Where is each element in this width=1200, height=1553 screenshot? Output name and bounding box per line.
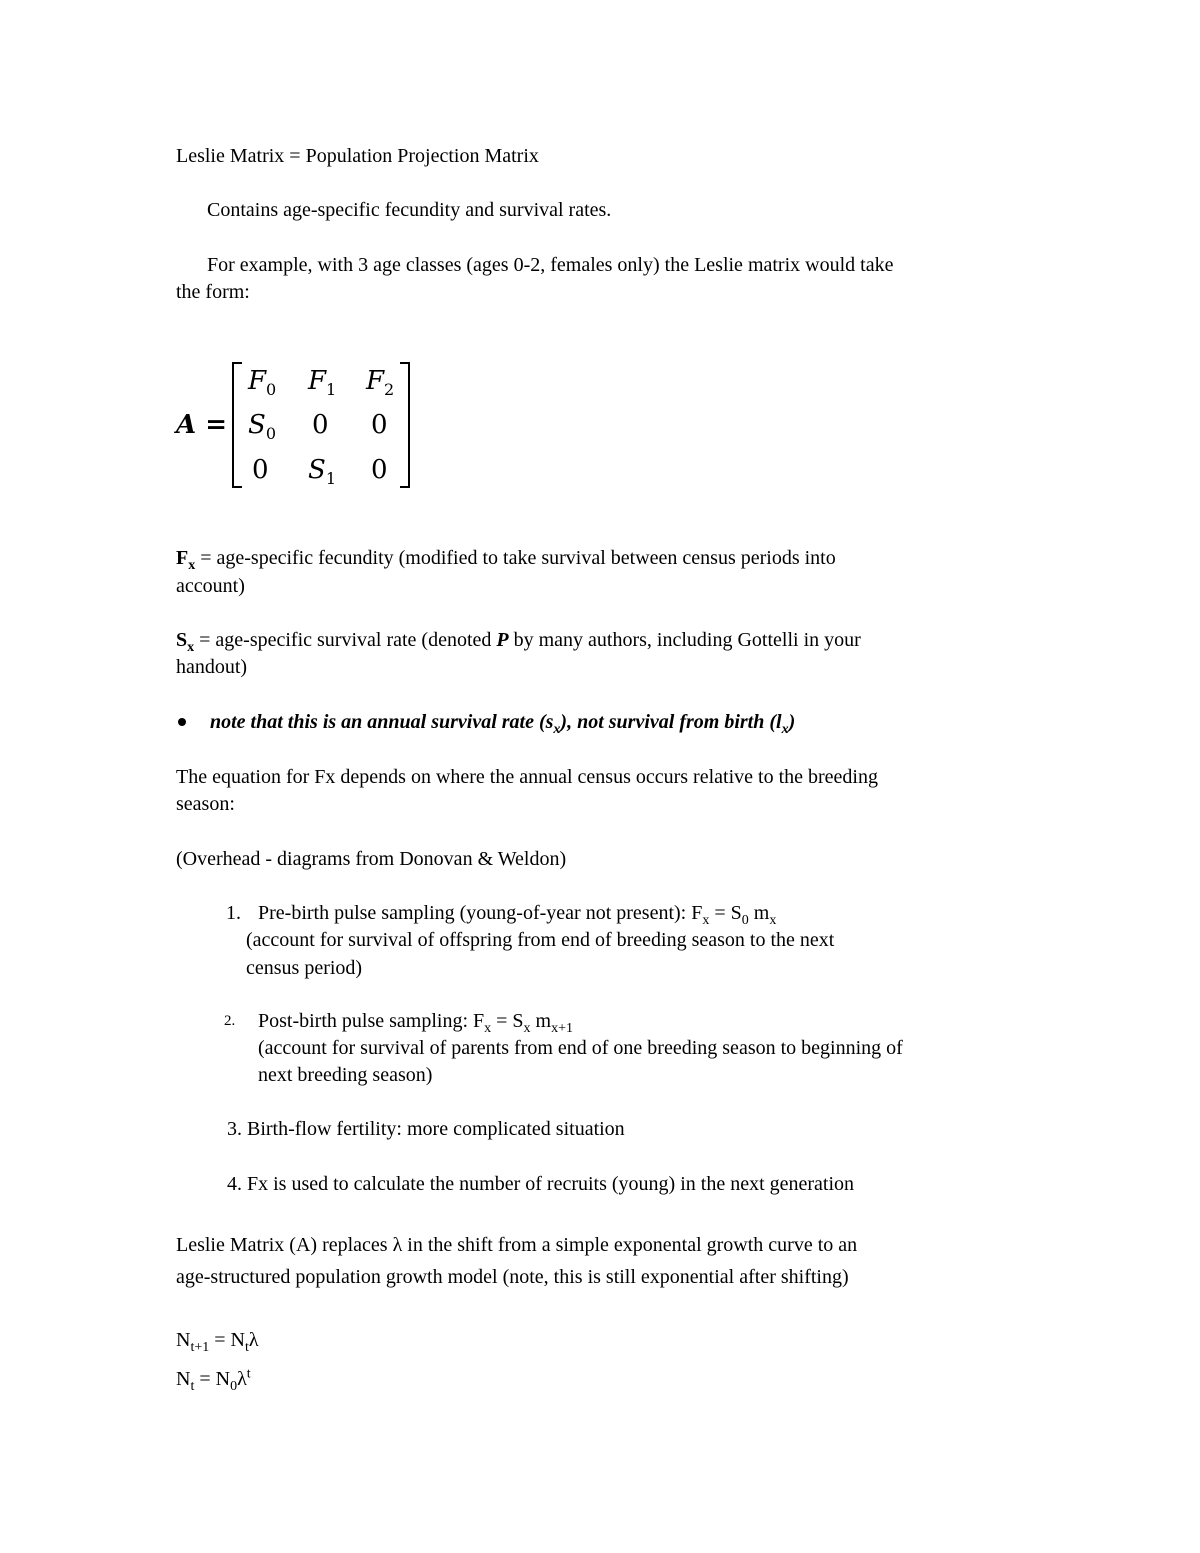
matrix-cell-r0c2: $F_2$ <box>366 366 395 400</box>
annual-survival-note: note that this is an annual survival rate $(s_x)$, not survival from birth $(l_x)$ <box>210 711 796 737</box>
matrix-lhs: A = <box>176 410 228 440</box>
page-heading: Leslie Matrix = Population Projection Matrix <box>176 145 539 167</box>
list-item-pre-birth-detail-cont: census period) <box>246 957 363 979</box>
list-item-post-birth: Post-birth pulse sampling: $F_x = S_x$ $m_{x+1}$ <box>258 1010 573 1036</box>
bullet-icon <box>178 718 186 726</box>
equation-intro-cont: season: <box>176 793 235 815</box>
overhead-note: (Overhead - diagrams from Donovan & Weldon) <box>176 848 567 870</box>
matrix-cell-r0c1: $F_1$ <box>308 366 337 400</box>
fx-definition: $F_x$ = age-specific fecundity (modified to take survival between census periods into <box>176 547 836 573</box>
matrix-cell-r2c0: 0 <box>252 455 269 485</box>
intro-line-1: Contains age-specific fecundity and survival rates. <box>207 199 612 221</box>
leslie-replaces-lambda-cont: age-structured population growth model (note, this is still exponential after shifting) <box>176 1266 849 1288</box>
matrix-cell-r1c2: 0 <box>371 410 388 440</box>
list-item-number: 1. <box>226 902 241 924</box>
list-item-post-birth-detail: (account for survival of parents from end of one breeding season to beginning of <box>258 1037 903 1059</box>
matrix-cell-r2c1: $S_1$ <box>308 455 336 489</box>
list-item-number: 2. <box>224 1013 236 1029</box>
matrix-cell-r1c1: 0 <box>312 410 329 440</box>
list-item-pre-birth-detail: (account for survival of offspring from end of breeding season to the next <box>246 929 835 951</box>
matrix-cell-r2c2: 0 <box>371 455 388 485</box>
list-item-post-birth-detail-cont: next breeding season) <box>258 1064 433 1086</box>
equation-intro: The equation for Fx depends on where the annual census occurs relative to the breeding <box>176 766 878 788</box>
matrix-right-bracket <box>400 362 410 488</box>
sx-definition-cont: handout) <box>176 656 248 678</box>
leslie-replaces-lambda: Leslie Matrix (A) replaces λ in the shift from a simple exponental growth curve to an <box>176 1234 858 1256</box>
matrix-cell-r0c0: $F_0$ <box>248 366 277 400</box>
equation-general: $N_t = N_0\lambda^t$ <box>176 1366 251 1394</box>
fx-definition-cont: account) <box>176 575 245 597</box>
matrix-cell-r1c0: $S_0$ <box>248 410 276 444</box>
equation-next-step: $N_{t+1} = N_t\lambda$ <box>176 1329 259 1355</box>
list-item-recruits: 4. Fx is used to calculate the number of recruits (young) in the next generation <box>227 1173 855 1195</box>
intro-line-3: the form: <box>176 281 250 303</box>
intro-line-2: For example, with 3 age classes (ages 0-2, females only) the Leslie matrix would take <box>207 254 894 276</box>
list-item-birth-flow: 3. Birth-flow fertility: more complicated situation <box>227 1118 625 1140</box>
sx-definition: $S_x$ = age-specific survival rate (denoted P by many authors, including Gottelli in your <box>176 629 861 655</box>
list-item-pre-birth: Pre-birth pulse sampling (young-of-year not present): $F_x = S_0$ $m_x$ <box>258 902 777 928</box>
matrix-left-bracket <box>232 362 242 488</box>
